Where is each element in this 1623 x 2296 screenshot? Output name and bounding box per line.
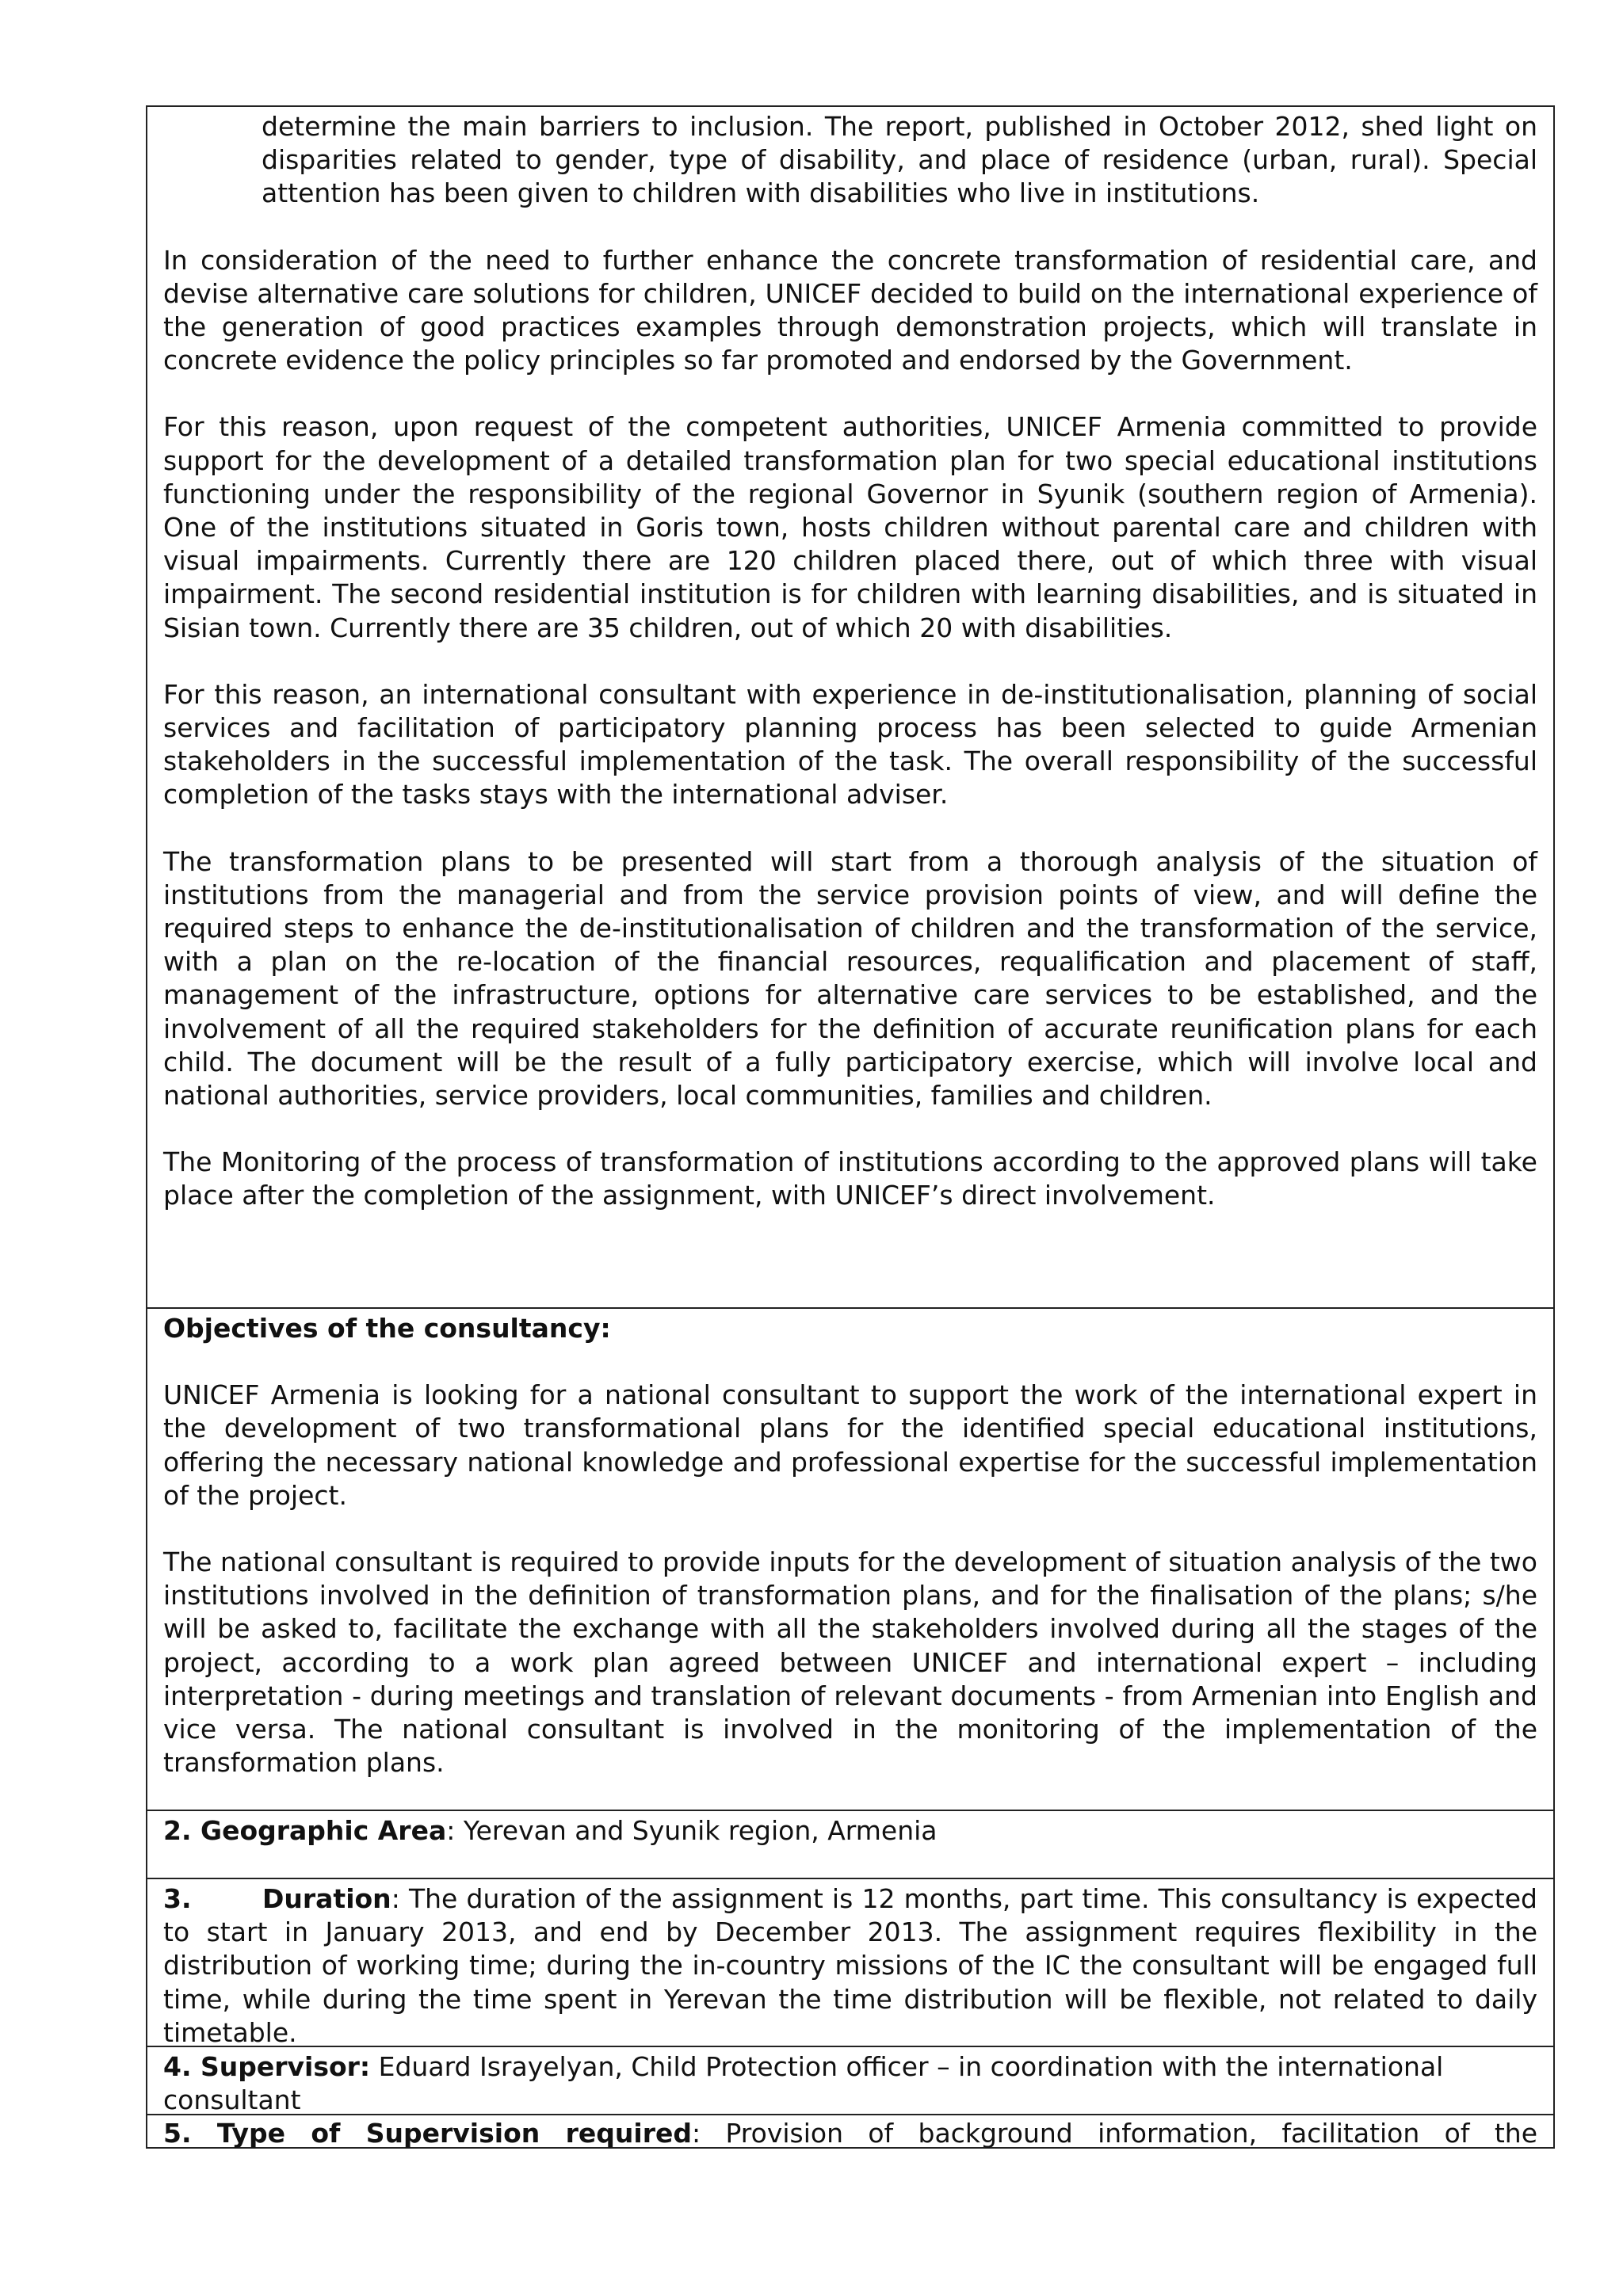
background-paragraph: For this reason, an international consultant with experience in de-institutionalisation, planning of social services and facilitation of participatory planning process has been selected to guide Armenian stakeholders in the successful implementation of the task. The overall responsibility of the successful completion of the tasks stays with the international adviser.: [163, 678, 1537, 810]
supervisor-cell: [147, 2046, 1553, 2114]
geographic-area-value: : Yerevan and Syunik region, Armenia: [446, 1815, 938, 1846]
terms-of-reference-table: [146, 105, 1555, 2149]
geographic-area-cell: [147, 1810, 1553, 1878]
supervisor-value: Eduard Israyelyan, Child Protection officer – in coordination with the international consultant: [163, 2051, 1444, 2116]
objectives-paragraph: UNICEF Armenia is looking for a national consultant to support the work of the international expert in the development of two transformational plans for the identified special educational institutions, offering the necessary national knowledge and professional expertise for the successful implementation of the project.: [163, 1379, 1537, 1511]
duration-label: Duration: [262, 1883, 391, 1914]
background-paragraph: The Monitoring of the process of transformation of institutions according to the approved plans will take place after the completion of the assignment, with UNICEF’s direct involvement.: [163, 1146, 1537, 1211]
background-paragraph: In consideration of the need to further enhance the concrete transformation of residential care, and devise alternative care solutions for children, UNICEF decided to build on the international experience of the generation of good practices examples through demonstration projects, which will translate in concrete evidence the policy principles so far promoted and endorsed by the Government.: [163, 244, 1537, 376]
background-paragraph: The transformation plans to be presented will start from a thorough analysis of the situation of institutions from the managerial and from the service provision points of view, and will define the required steps to enhance the de-institutionalisation of children and the transformation of the service, with a plan on the re-location of the financial resources, requalification and placement of staff, management of the infrastructure, options for alternative care services to be established, and the involvement of all the required stakeholders for the definition of accurate reunification plans for each child. The document will be the result of a fully participatory exercise, which will involve local and national authorities, service providers, local communities, families and children.: [163, 845, 1537, 1112]
background-paragraph: For this reason, upon request of the competent authorities, UNICEF Armenia committed to provide support for the development of a detailed transformation plan for two special educational institutions functioning under the responsibility of the regional Governor in Syunik (southern region of Armenia). One of the institutions situated in Goris town, hosts children without parental care and children with visual impairments. Currently there are 120 children placed there, out of which three with visual impairment. The second residential institution is for children with learning disabilities, and is situated in Sisian town. Currently there are 35 children, out of which 20 with disabilities.: [163, 411, 1537, 643]
objectives-heading: Objectives of the consultancy:: [163, 1313, 611, 1344]
geographic-area-label: 2. Geographic Area: [163, 1815, 447, 1846]
background-paragraph-continued: determine the main barriers to inclusion. The report, published in October 2012, shed light on disparities related to gender, type of disability, and place of residence (urban, rural). Special attention has been given to children with disabilities who live in institutions.: [262, 111, 1537, 209]
duration-value: : The duration of the assignment is 12 months, part time. This consultancy is expected to start in January 2013, and end by December 2013. The assignment requires flexibility in the distribution of working time; during the in-country missions of the IC the consultant will be engaged full time, while during the time spent in Yerevan the time distribution will be flexible, not related to daily timetable.: [163, 1883, 1537, 2048]
objectives-cell: [147, 1307, 1553, 1810]
supervisor-label: 4. Supervisor:: [163, 2051, 371, 2082]
supervision-type-cell: [147, 2114, 1553, 2149]
duration-number: 3.: [163, 1883, 192, 1914]
supervision-type-label: 5. Type of Supervision required: [163, 2118, 692, 2149]
objectives-paragraph: The national consultant is required to provide inputs for the development of situation analysis of the two institutions involved in the definition of transformation plans, and for the finalisation of the plans; s/he will be asked to, facilitate the exchange with all the stakeholders involved during all the stages of the project, according to a work plan agreed between UNICEF and international expert – including interpretation - during meetings and translation of relevant documents - from Armenian into English and vice versa. The national consultant is involved in the monitoring of the implementation of the transformation plans.: [163, 1547, 1537, 1779]
background-cell: [147, 105, 1553, 1307]
supervision-type-value: : Provision of background information, facilitation of the: [691, 2118, 1538, 2149]
duration-cell: [147, 1878, 1553, 2046]
